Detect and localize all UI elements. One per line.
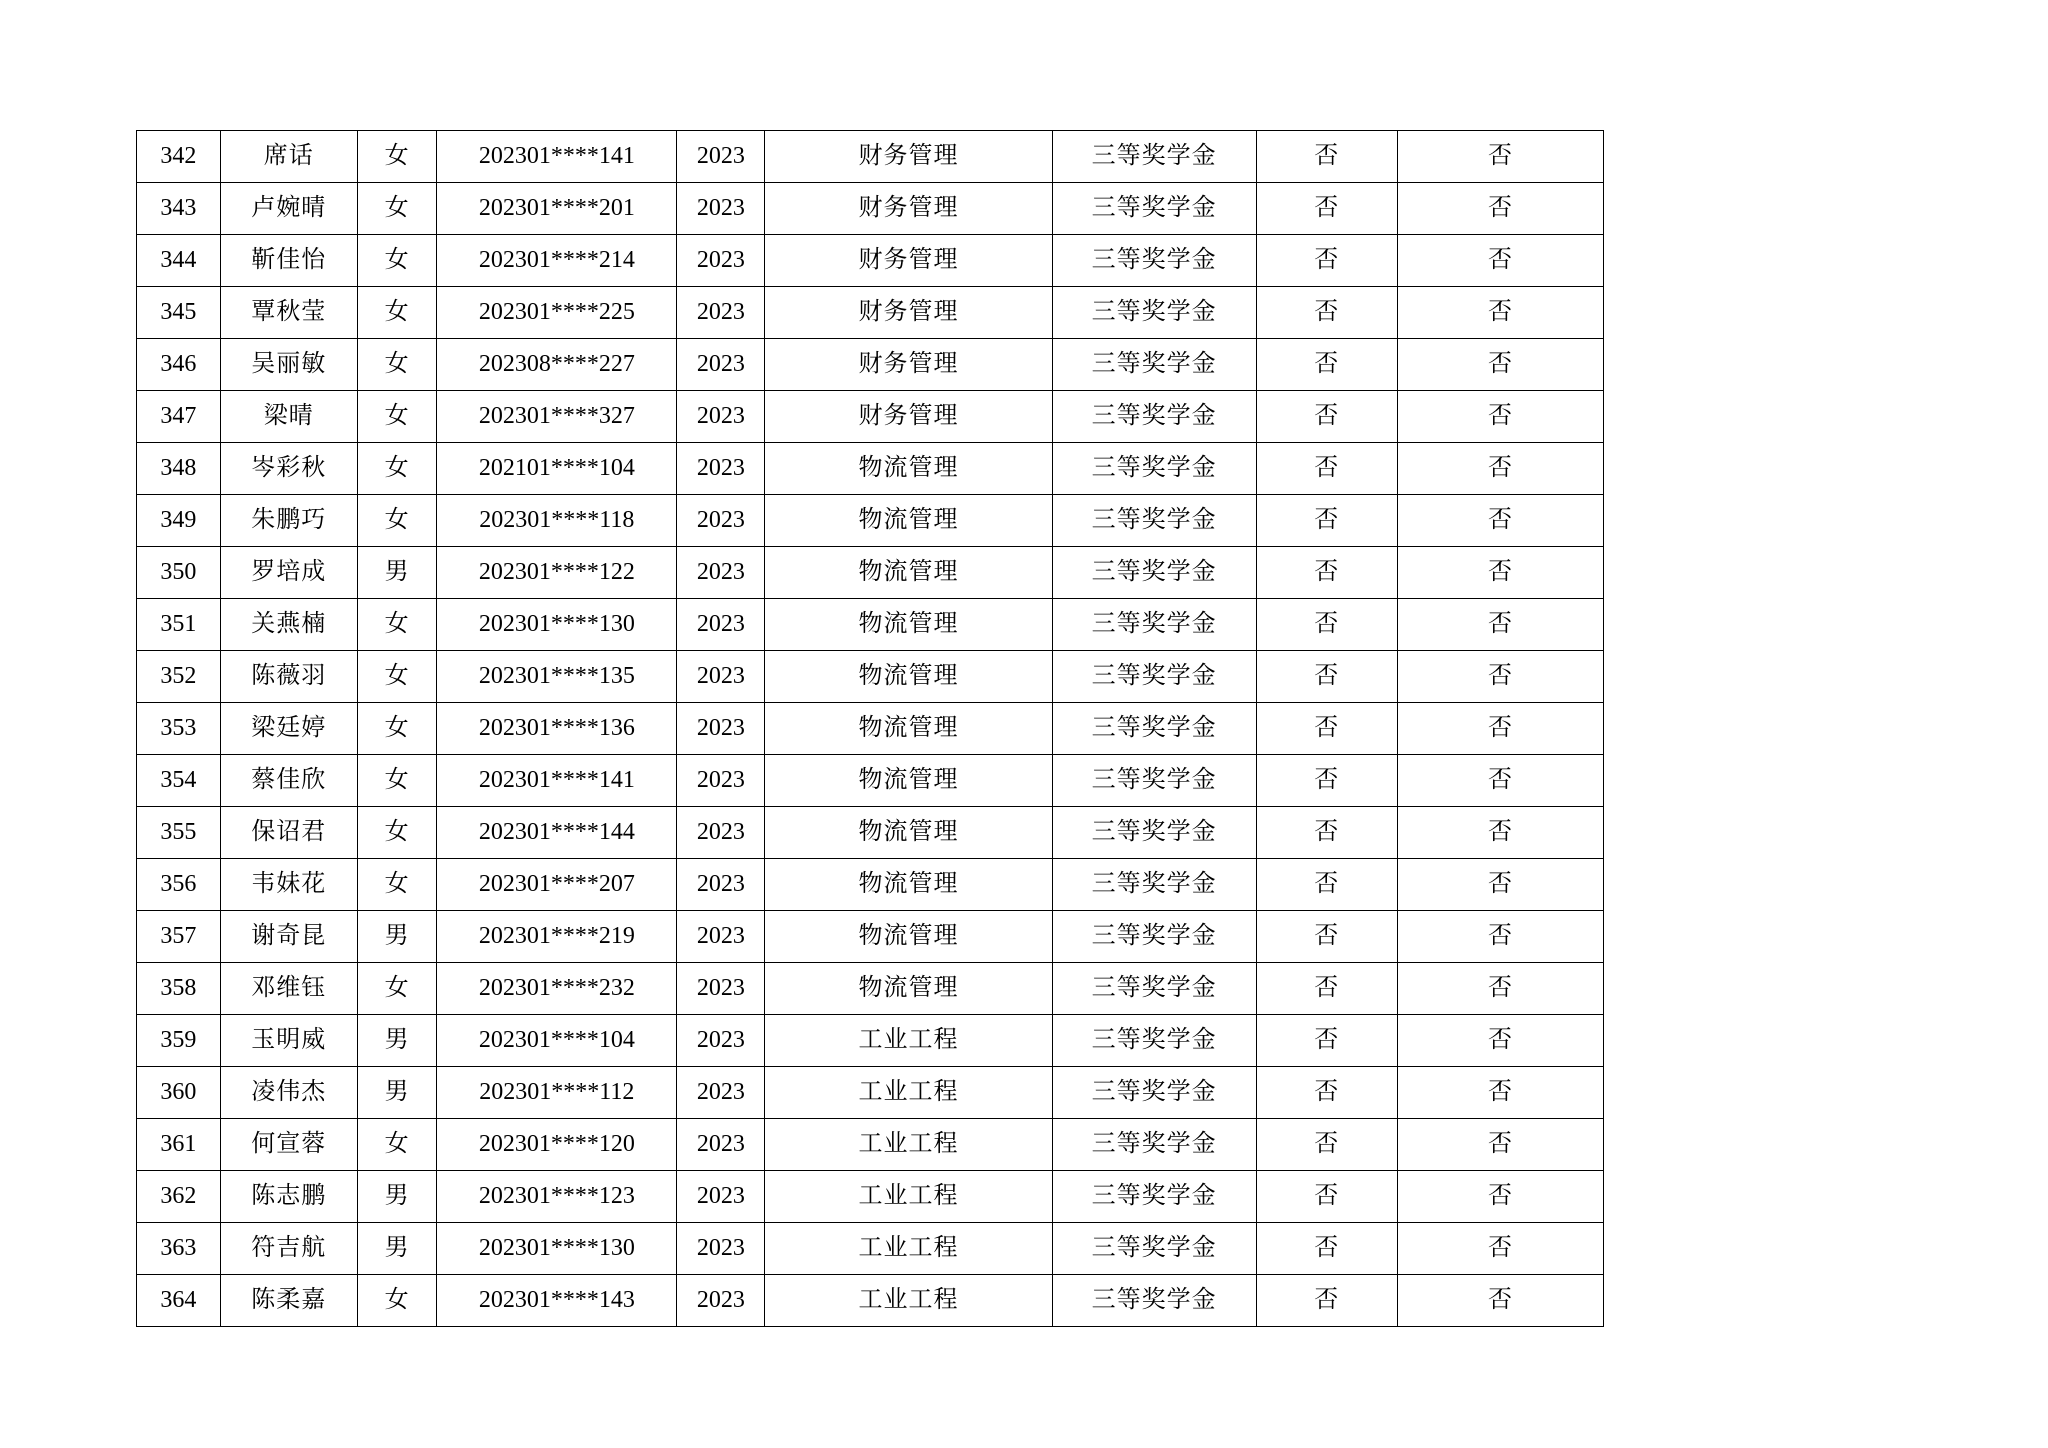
cell-major: 工业工程	[765, 1015, 1052, 1067]
cell-award-level: 三等奖学金	[1052, 859, 1256, 911]
cell-serial-number: 350	[137, 547, 221, 599]
cell-award-level: 三等奖学金	[1052, 911, 1256, 963]
cell-gender: 女	[357, 339, 436, 391]
cell-flag-two: 否	[1398, 807, 1604, 859]
cell-student-name: 席话	[220, 131, 357, 183]
cell-award-level: 三等奖学金	[1052, 1015, 1256, 1067]
cell-gender: 女	[357, 495, 436, 547]
cell-award-level: 三等奖学金	[1052, 547, 1256, 599]
cell-award-level: 三等奖学金	[1052, 443, 1256, 495]
cell-student-name: 陈薇羽	[220, 651, 357, 703]
table-row	[137, 1119, 1604, 1171]
cell-serial-number: 342	[137, 131, 221, 183]
cell-student-name: 覃秋莹	[220, 287, 357, 339]
cell-major: 工业工程	[765, 1119, 1052, 1171]
cell-gender: 女	[357, 287, 436, 339]
cell-student-name: 邓维钰	[220, 963, 357, 1015]
cell-student-name: 陈柔嘉	[220, 1275, 357, 1327]
scholarship-table	[136, 130, 1604, 1327]
cell-academic-year: 2023	[677, 495, 765, 547]
cell-major: 物流管理	[765, 703, 1052, 755]
cell-student-id: 202301****232	[437, 963, 677, 1015]
cell-student-name: 何宣蓉	[220, 1119, 357, 1171]
cell-award-level: 三等奖学金	[1052, 391, 1256, 443]
cell-flag-one: 否	[1256, 131, 1398, 183]
cell-flag-one: 否	[1256, 183, 1398, 235]
cell-award-level: 三等奖学金	[1052, 703, 1256, 755]
cell-award-level: 三等奖学金	[1052, 235, 1256, 287]
cell-student-name: 靳佳怡	[220, 235, 357, 287]
cell-award-level: 三等奖学金	[1052, 1223, 1256, 1275]
cell-serial-number: 345	[137, 287, 221, 339]
cell-gender: 女	[357, 1275, 436, 1327]
cell-flag-two: 否	[1398, 287, 1604, 339]
cell-serial-number: 347	[137, 391, 221, 443]
cell-flag-two: 否	[1398, 911, 1604, 963]
cell-gender: 女	[357, 859, 436, 911]
table-row	[137, 339, 1604, 391]
cell-flag-two: 否	[1398, 963, 1604, 1015]
cell-student-name: 卢婉晴	[220, 183, 357, 235]
cell-flag-one: 否	[1256, 807, 1398, 859]
cell-major: 财务管理	[765, 391, 1052, 443]
cell-flag-one: 否	[1256, 963, 1398, 1015]
cell-serial-number: 356	[137, 859, 221, 911]
cell-student-name: 吴丽敏	[220, 339, 357, 391]
cell-award-level: 三等奖学金	[1052, 1171, 1256, 1223]
cell-academic-year: 2023	[677, 1275, 765, 1327]
cell-student-name: 梁晴	[220, 391, 357, 443]
cell-award-level: 三等奖学金	[1052, 807, 1256, 859]
cell-student-name: 韦妹花	[220, 859, 357, 911]
cell-serial-number: 364	[137, 1275, 221, 1327]
cell-flag-one: 否	[1256, 1171, 1398, 1223]
cell-flag-one: 否	[1256, 1067, 1398, 1119]
cell-student-name: 保诏君	[220, 807, 357, 859]
cell-major: 物流管理	[765, 911, 1052, 963]
cell-flag-two: 否	[1398, 547, 1604, 599]
cell-academic-year: 2023	[677, 807, 765, 859]
cell-student-id: 202301****112	[437, 1067, 677, 1119]
cell-major: 财务管理	[765, 235, 1052, 287]
cell-student-id: 202301****141	[437, 755, 677, 807]
cell-major: 物流管理	[765, 859, 1052, 911]
cell-student-name: 关燕楠	[220, 599, 357, 651]
cell-gender: 女	[357, 963, 436, 1015]
cell-student-id: 202301****136	[437, 703, 677, 755]
cell-flag-one: 否	[1256, 599, 1398, 651]
cell-academic-year: 2023	[677, 651, 765, 703]
table-row	[137, 443, 1604, 495]
cell-student-name: 符吉航	[220, 1223, 357, 1275]
cell-gender: 男	[357, 1223, 436, 1275]
cell-award-level: 三等奖学金	[1052, 1119, 1256, 1171]
cell-gender: 女	[357, 599, 436, 651]
cell-flag-two: 否	[1398, 443, 1604, 495]
cell-student-id: 202301****104	[437, 1015, 677, 1067]
cell-academic-year: 2023	[677, 339, 765, 391]
cell-student-id: 202301****207	[437, 859, 677, 911]
cell-major: 物流管理	[765, 807, 1052, 859]
cell-major: 物流管理	[765, 651, 1052, 703]
cell-flag-one: 否	[1256, 235, 1398, 287]
cell-gender: 女	[357, 391, 436, 443]
cell-major: 工业工程	[765, 1067, 1052, 1119]
cell-flag-one: 否	[1256, 391, 1398, 443]
cell-academic-year: 2023	[677, 443, 765, 495]
cell-flag-two: 否	[1398, 131, 1604, 183]
cell-student-id: 202301****122	[437, 547, 677, 599]
cell-major: 物流管理	[765, 963, 1052, 1015]
table-row	[137, 651, 1604, 703]
cell-flag-one: 否	[1256, 859, 1398, 911]
cell-gender: 女	[357, 1119, 436, 1171]
cell-flag-one: 否	[1256, 495, 1398, 547]
cell-serial-number: 353	[137, 703, 221, 755]
cell-gender: 男	[357, 1015, 436, 1067]
cell-major: 工业工程	[765, 1223, 1052, 1275]
cell-student-id: 202301****118	[437, 495, 677, 547]
cell-flag-one: 否	[1256, 651, 1398, 703]
cell-gender: 女	[357, 651, 436, 703]
cell-student-id: 202301****219	[437, 911, 677, 963]
cell-serial-number: 358	[137, 963, 221, 1015]
cell-student-name: 凌伟杰	[220, 1067, 357, 1119]
cell-flag-one: 否	[1256, 547, 1398, 599]
cell-serial-number: 344	[137, 235, 221, 287]
table-row	[137, 859, 1604, 911]
cell-academic-year: 2023	[677, 703, 765, 755]
table-row	[137, 1223, 1604, 1275]
cell-academic-year: 2023	[677, 755, 765, 807]
cell-serial-number: 351	[137, 599, 221, 651]
cell-academic-year: 2023	[677, 599, 765, 651]
cell-academic-year: 2023	[677, 1119, 765, 1171]
cell-award-level: 三等奖学金	[1052, 131, 1256, 183]
cell-flag-two: 否	[1398, 859, 1604, 911]
cell-major: 工业工程	[765, 1275, 1052, 1327]
cell-serial-number: 354	[137, 755, 221, 807]
cell-major: 物流管理	[765, 547, 1052, 599]
cell-flag-two: 否	[1398, 1015, 1604, 1067]
cell-student-id: 202301****143	[437, 1275, 677, 1327]
cell-flag-two: 否	[1398, 1275, 1604, 1327]
cell-flag-two: 否	[1398, 495, 1604, 547]
cell-student-name: 梁廷婷	[220, 703, 357, 755]
cell-gender: 男	[357, 1171, 436, 1223]
table-row	[137, 1171, 1604, 1223]
cell-student-id: 202301****130	[437, 599, 677, 651]
cell-flag-two: 否	[1398, 1119, 1604, 1171]
cell-flag-one: 否	[1256, 911, 1398, 963]
cell-gender: 女	[357, 807, 436, 859]
cell-award-level: 三等奖学金	[1052, 599, 1256, 651]
cell-gender: 女	[357, 703, 436, 755]
cell-gender: 男	[357, 1067, 436, 1119]
cell-academic-year: 2023	[677, 131, 765, 183]
cell-academic-year: 2023	[677, 1015, 765, 1067]
cell-award-level: 三等奖学金	[1052, 183, 1256, 235]
cell-flag-one: 否	[1256, 703, 1398, 755]
cell-gender: 男	[357, 911, 436, 963]
cell-serial-number: 355	[137, 807, 221, 859]
cell-gender: 男	[357, 547, 436, 599]
cell-flag-one: 否	[1256, 1119, 1398, 1171]
table-row	[137, 391, 1604, 443]
table-container	[136, 130, 1604, 1327]
cell-serial-number: 362	[137, 1171, 221, 1223]
cell-award-level: 三等奖学金	[1052, 755, 1256, 807]
cell-student-name: 玉明威	[220, 1015, 357, 1067]
cell-award-level: 三等奖学金	[1052, 963, 1256, 1015]
cell-student-id: 202301****201	[437, 183, 677, 235]
cell-serial-number: 363	[137, 1223, 221, 1275]
cell-academic-year: 2023	[677, 1171, 765, 1223]
cell-student-name: 罗培成	[220, 547, 357, 599]
cell-flag-two: 否	[1398, 183, 1604, 235]
cell-gender: 女	[357, 131, 436, 183]
cell-serial-number: 349	[137, 495, 221, 547]
cell-student-id: 202301****214	[437, 235, 677, 287]
cell-serial-number: 346	[137, 339, 221, 391]
cell-award-level: 三等奖学金	[1052, 651, 1256, 703]
cell-major: 工业工程	[765, 1171, 1052, 1223]
cell-flag-two: 否	[1398, 1067, 1604, 1119]
cell-student-id: 202301****327	[437, 391, 677, 443]
cell-academic-year: 2023	[677, 547, 765, 599]
cell-major: 物流管理	[765, 599, 1052, 651]
cell-serial-number: 348	[137, 443, 221, 495]
table-row	[137, 495, 1604, 547]
cell-serial-number: 343	[137, 183, 221, 235]
cell-student-id: 202301****120	[437, 1119, 677, 1171]
cell-academic-year: 2023	[677, 391, 765, 443]
table-row	[137, 911, 1604, 963]
cell-academic-year: 2023	[677, 859, 765, 911]
cell-award-level: 三等奖学金	[1052, 1275, 1256, 1327]
cell-flag-two: 否	[1398, 1171, 1604, 1223]
table-row	[137, 1015, 1604, 1067]
cell-flag-one: 否	[1256, 1015, 1398, 1067]
cell-student-id: 202301****225	[437, 287, 677, 339]
cell-award-level: 三等奖学金	[1052, 287, 1256, 339]
cell-award-level: 三等奖学金	[1052, 495, 1256, 547]
cell-major: 财务管理	[765, 131, 1052, 183]
table-body	[137, 131, 1604, 1327]
cell-student-name: 陈志鹏	[220, 1171, 357, 1223]
cell-flag-one: 否	[1256, 1275, 1398, 1327]
cell-student-name: 蔡佳欣	[220, 755, 357, 807]
cell-serial-number: 359	[137, 1015, 221, 1067]
cell-student-id: 202301****130	[437, 1223, 677, 1275]
table-row	[137, 183, 1604, 235]
cell-academic-year: 2023	[677, 1067, 765, 1119]
cell-student-id: 202308****227	[437, 339, 677, 391]
table-row	[137, 547, 1604, 599]
cell-flag-one: 否	[1256, 287, 1398, 339]
cell-student-id: 202301****123	[437, 1171, 677, 1223]
table-row	[137, 755, 1604, 807]
cell-flag-two: 否	[1398, 755, 1604, 807]
cell-major: 物流管理	[765, 443, 1052, 495]
cell-award-level: 三等奖学金	[1052, 339, 1256, 391]
cell-flag-two: 否	[1398, 339, 1604, 391]
cell-flag-two: 否	[1398, 1223, 1604, 1275]
cell-academic-year: 2023	[677, 1223, 765, 1275]
cell-flag-one: 否	[1256, 755, 1398, 807]
cell-flag-one: 否	[1256, 1223, 1398, 1275]
cell-major: 物流管理	[765, 755, 1052, 807]
cell-flag-two: 否	[1398, 703, 1604, 755]
cell-serial-number: 352	[137, 651, 221, 703]
cell-major: 财务管理	[765, 183, 1052, 235]
cell-student-id: 202101****104	[437, 443, 677, 495]
cell-academic-year: 2023	[677, 911, 765, 963]
table-row	[137, 1067, 1604, 1119]
cell-student-id: 202301****141	[437, 131, 677, 183]
cell-student-id: 202301****135	[437, 651, 677, 703]
cell-major: 财务管理	[765, 339, 1052, 391]
cell-flag-two: 否	[1398, 651, 1604, 703]
cell-gender: 女	[357, 755, 436, 807]
cell-flag-one: 否	[1256, 443, 1398, 495]
table-row	[137, 235, 1604, 287]
cell-flag-two: 否	[1398, 391, 1604, 443]
cell-gender: 女	[357, 443, 436, 495]
table-row	[137, 287, 1604, 339]
cell-academic-year: 2023	[677, 183, 765, 235]
cell-student-name: 朱鹏巧	[220, 495, 357, 547]
cell-gender: 女	[357, 183, 436, 235]
cell-serial-number: 360	[137, 1067, 221, 1119]
table-row	[137, 963, 1604, 1015]
table-row	[137, 807, 1604, 859]
cell-academic-year: 2023	[677, 963, 765, 1015]
cell-academic-year: 2023	[677, 287, 765, 339]
table-row	[137, 703, 1604, 755]
cell-flag-two: 否	[1398, 235, 1604, 287]
table-row	[137, 599, 1604, 651]
table-row	[137, 131, 1604, 183]
cell-major: 财务管理	[765, 287, 1052, 339]
cell-student-id: 202301****144	[437, 807, 677, 859]
cell-serial-number: 361	[137, 1119, 221, 1171]
table-row	[137, 1275, 1604, 1327]
cell-flag-one: 否	[1256, 339, 1398, 391]
cell-major: 物流管理	[765, 495, 1052, 547]
cell-serial-number: 357	[137, 911, 221, 963]
cell-academic-year: 2023	[677, 235, 765, 287]
cell-student-name: 谢奇昆	[220, 911, 357, 963]
cell-student-name: 岑彩秋	[220, 443, 357, 495]
cell-gender: 女	[357, 235, 436, 287]
cell-flag-two: 否	[1398, 599, 1604, 651]
cell-award-level: 三等奖学金	[1052, 1067, 1256, 1119]
